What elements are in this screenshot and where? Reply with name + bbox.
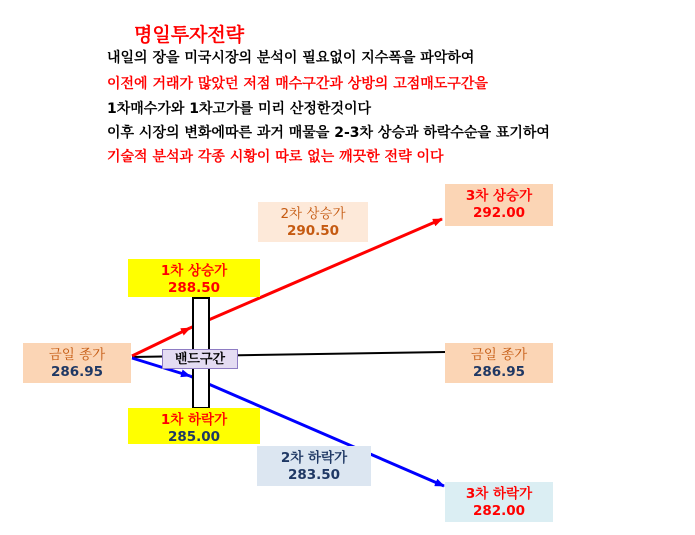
up1-box xyxy=(128,259,260,297)
up3-box xyxy=(445,184,553,226)
up2-label: 2차 상승가 xyxy=(280,206,346,222)
down2-box xyxy=(257,446,371,486)
intro-line-1: 내일의 장을 미국시장의 분석이 필요없이 지수폭을 파악하여 xyxy=(107,50,475,66)
page-title: 명일투자전략 xyxy=(134,24,245,46)
down1-label: 1차 하락가 xyxy=(160,412,228,428)
up1-value: 288.50 xyxy=(167,280,221,296)
close-right-box xyxy=(445,343,553,383)
close-right-value: 286.95 xyxy=(472,364,526,380)
band-label: 밴드구간 xyxy=(162,349,238,369)
intro-line-3: 1차매수가와 1차고가를 미리 산정한것이다 xyxy=(107,101,372,117)
up2-value: 290.50 xyxy=(286,223,340,239)
up1-label: 1차 상승가 xyxy=(160,263,228,279)
up2-box xyxy=(258,202,368,242)
intro-line-4: 이후 시장의 변화에따른 과거 매물을 2-3차 상승과 하락수순을 표기하여 xyxy=(107,125,550,141)
down1-box xyxy=(128,408,260,444)
close-left-label: 금일 종가 xyxy=(48,347,106,363)
up3-label: 3차 상승가 xyxy=(465,188,533,204)
down2-label: 2차 하락가 xyxy=(280,450,348,466)
down1-value: 285.00 xyxy=(167,429,221,445)
close-left-value: 286.95 xyxy=(50,364,104,380)
down3-value: 282.00 xyxy=(472,503,526,519)
down3-box xyxy=(445,482,553,522)
intro-line-5: 기술적 분석과 각종 시황이 따로 없는 깨끗한 전략 이다 xyxy=(107,149,444,165)
up3-value: 292.00 xyxy=(472,205,526,221)
down2-value: 283.50 xyxy=(287,467,341,483)
close-right-label: 금일 종가 xyxy=(470,347,528,363)
close-left-box xyxy=(23,343,131,383)
down3-label: 3차 하락가 xyxy=(465,486,533,502)
intro-line-2: 이전에 거래가 많았던 저점 매수구간과 상방의 고점매도구간을 xyxy=(107,76,488,92)
